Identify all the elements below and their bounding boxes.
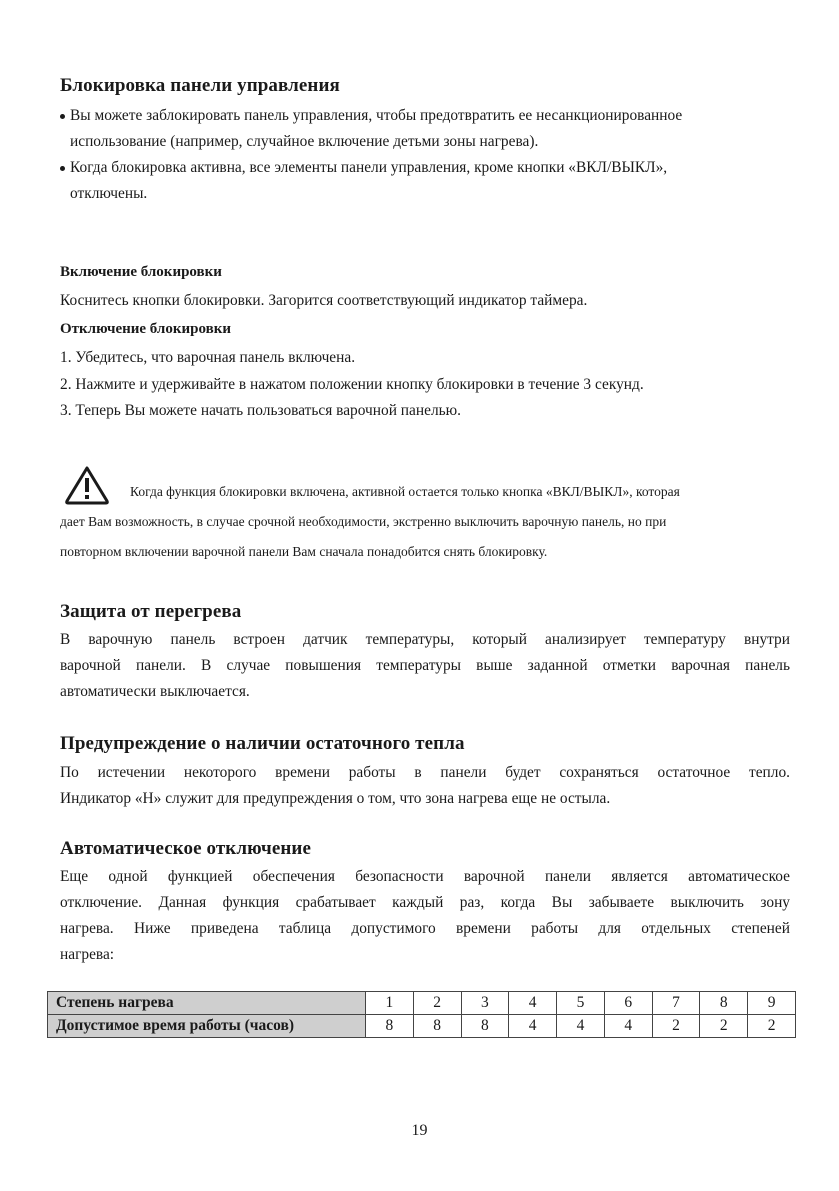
warning-line: повторном включении варочной панели Вам сначала понадобится снять блокировку. <box>60 544 548 559</box>
residual-paragraph <box>60 760 790 812</box>
paragraph-line: В варочную панель встроен датчик температуры, который анализирует температуру внутри <box>60 631 790 648</box>
paragraph-line: варочной панели. В случае повышения температуры выше заданной отметки варочная панель <box>60 657 790 674</box>
subheading-disable-lock: Отключение блокировки <box>60 321 231 337</box>
section-title-residual-heat: Предупреждение о наличии остаточного тепла <box>60 733 465 754</box>
operating-time-table <box>47 991 796 1038</box>
bullet-item <box>60 103 795 155</box>
table-cell: 4 <box>604 1015 652 1038</box>
table-cell: 9 <box>748 992 796 1015</box>
table-cell: 2 <box>413 992 461 1015</box>
warning-line: Когда функция блокировки включена, активной остается только кнопка «ВКЛ/ВЫКЛ», которая <box>130 484 680 499</box>
paragraph-line: Индикатор «H» служит для предупреждения о том, что зона нагрева еще не остыла. <box>60 790 611 807</box>
paragraph-line: отключение. Данная функция срабатывает каждый раз, когда Вы забываете выключить зону <box>60 894 790 911</box>
row-header: Степень нагрева <box>48 992 366 1015</box>
paragraph-line: нагрева: <box>60 946 115 963</box>
subheading-enable-lock: Включение блокировки <box>60 264 222 280</box>
auto-off-paragraph <box>60 864 790 968</box>
table-cell: 2 <box>652 1015 700 1038</box>
paragraph-line: автоматически выключается. <box>60 683 250 700</box>
paragraph-line: нагрева. Ниже приведена таблица допустимого времени работы для отдельных степеней <box>60 920 790 937</box>
table-row-heat-level <box>48 992 796 1015</box>
section-title-auto-off: Автоматическое отключение <box>60 838 311 859</box>
table-cell: 2 <box>748 1015 796 1038</box>
step-item: 2. Нажмите и удерживайте в нажатом положении кнопку блокировки в течение 3 секунд. <box>60 376 644 393</box>
table-cell: 4 <box>557 1015 605 1038</box>
table-cell: 8 <box>461 1015 509 1038</box>
table-row-operating-time <box>48 1015 796 1038</box>
section-title-lock: Блокировка панели управления <box>60 75 340 96</box>
bullet-line: Вы можете заблокировать панель управления, чтобы предотвратить ее несанкционированное <box>60 103 795 129</box>
step-item: 1. Убедитесь, что варочная панель включена. <box>60 349 356 366</box>
table-cell: 1 <box>366 992 414 1015</box>
table-cell: 8 <box>366 1015 414 1038</box>
bullet-line: Когда блокировка активна, все элементы панели управления, кроме кнопки «ВКЛ/ВЫКЛ», <box>60 155 795 181</box>
paragraph-line: Еще одной функцией обеспечения безопасности варочной панели является автоматическое <box>60 868 790 885</box>
table-cell: 8 <box>700 992 748 1015</box>
table-cell: 5 <box>557 992 605 1015</box>
row-header: Допустимое время работы (часов) <box>48 1015 366 1038</box>
bullet-item <box>60 155 795 207</box>
enable-lock-text: Коснитесь кнопки блокировки. Загорится соответствующий индикатор таймера. <box>60 292 588 309</box>
section-title-overheat: Защита от перегрева <box>60 601 242 622</box>
table-cell: 8 <box>413 1015 461 1038</box>
page-number: 19 <box>411 1122 428 1139</box>
table-cell: 4 <box>509 992 557 1015</box>
table-cell: 3 <box>461 992 509 1015</box>
bullet-line: использование (например, случайное включение детьми зоны нагрева). <box>70 133 539 150</box>
table-cell: 6 <box>604 992 652 1015</box>
step-item: 3. Теперь Вы можете начать пользоваться варочной панелью. <box>60 402 461 419</box>
warning-triangle-icon <box>64 465 110 505</box>
table-cell: 2 <box>700 1015 748 1038</box>
overheat-paragraph <box>60 627 790 705</box>
warning-line: дает Вам возможность, в случае срочной необходимости, экстренно выключить варочную панель, но при <box>60 514 667 529</box>
table-cell: 7 <box>652 992 700 1015</box>
bullet-line: отключены. <box>70 185 148 202</box>
table-cell: 4 <box>509 1015 557 1038</box>
paragraph-line: По истечении некоторого времени работы в панели будет сохраняться остаточное тепло. <box>60 764 790 781</box>
